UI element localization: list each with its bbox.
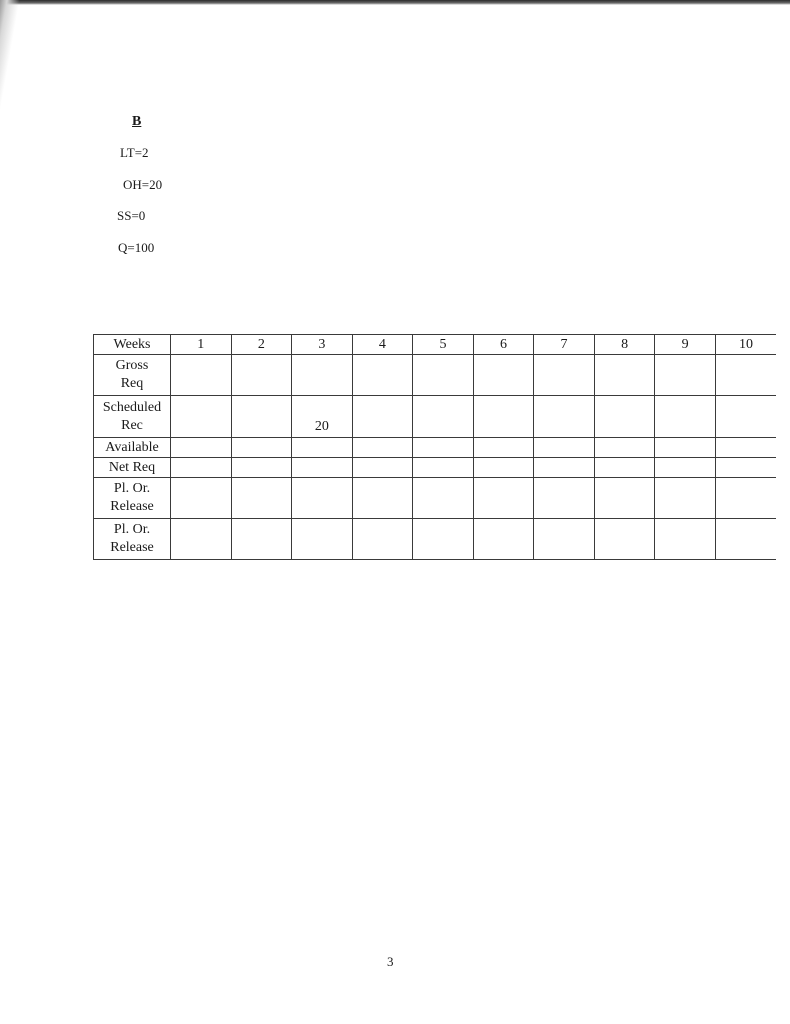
table-cell [171, 396, 232, 438]
week-header: 1 [171, 335, 232, 355]
table-cell [594, 438, 655, 458]
table-cell [231, 458, 292, 478]
table-cell [534, 438, 595, 458]
week-header: 10 [715, 335, 776, 355]
table-cell [413, 438, 474, 458]
table-cell [655, 438, 716, 458]
week-header: 2 [231, 335, 292, 355]
row-label-line: Rec [121, 417, 143, 433]
week-header: 7 [534, 335, 595, 355]
table-row-available [94, 438, 777, 458]
table-cell [231, 396, 292, 438]
table-cell [231, 355, 292, 396]
row-label-line: Pl. Or. [113, 481, 151, 496]
table-cell [473, 355, 534, 396]
table-cell [413, 458, 474, 478]
row-label: Available [94, 438, 171, 458]
table-cell [473, 396, 534, 438]
table-cell [655, 478, 716, 519]
table-cell [534, 396, 595, 438]
table-cell [594, 458, 655, 478]
table-cell [171, 478, 232, 519]
table-cell [534, 355, 595, 396]
table-row-planned-order-release [94, 519, 777, 560]
row-label [94, 478, 171, 519]
table-cell [655, 355, 716, 396]
table-cell [231, 519, 292, 560]
table-cell [473, 438, 534, 458]
table-cell [715, 519, 776, 560]
table-cell [594, 396, 655, 438]
row-label-line: Release [110, 499, 154, 514]
week-header: 6 [473, 335, 534, 355]
table-row-scheduled-rec [94, 396, 777, 438]
week-header: 9 [655, 335, 716, 355]
weeks-header: Weeks [94, 335, 171, 355]
table-cell [413, 396, 474, 438]
table-cell [292, 458, 353, 478]
row-label [94, 519, 171, 560]
table-cell [473, 478, 534, 519]
table-cell [352, 396, 413, 438]
row-label: Net Req [94, 458, 171, 478]
table-cell [352, 458, 413, 478]
table-header-row [94, 335, 777, 355]
scan-shadow-top [0, 0, 790, 5]
table-cell [715, 438, 776, 458]
week-header: 4 [352, 335, 413, 355]
table-cell [171, 355, 232, 396]
table-cell [292, 355, 353, 396]
table-cell [352, 355, 413, 396]
row-label-line: Pl. Or. [113, 522, 151, 537]
table-cell [594, 519, 655, 560]
table-cell [715, 478, 776, 519]
table-cell [171, 519, 232, 560]
table-cell [292, 438, 353, 458]
table-cell [171, 438, 232, 458]
table-cell [352, 438, 413, 458]
week-header: 3 [292, 335, 353, 355]
mrp-table [93, 334, 776, 560]
row-label [94, 396, 171, 438]
table-cell [715, 458, 776, 478]
row-label-line: Gross [115, 358, 149, 373]
on-hand-param: OH=20 [123, 177, 163, 192]
scan-shadow-corner [0, 0, 70, 110]
order-quantity-param: Q=100 [118, 240, 155, 255]
table-row-net-req [94, 458, 777, 478]
table-cell [292, 519, 353, 560]
table-cell [473, 458, 534, 478]
table-cell [655, 396, 716, 438]
table-row-planned-order-release [94, 478, 777, 519]
row-label-line: Scheduled [102, 399, 162, 415]
table-cell [594, 355, 655, 396]
table-cell [231, 478, 292, 519]
table-cell [715, 355, 776, 396]
lead-time-param: LT=2 [120, 145, 149, 160]
table-cell [413, 478, 474, 519]
table-cell [171, 458, 232, 478]
table-cell [594, 478, 655, 519]
table-cell [352, 519, 413, 560]
table-cell [473, 519, 534, 560]
table-cell [413, 519, 474, 560]
scheduled-receipt-value: 20 [292, 396, 353, 438]
page-number: 3 [387, 954, 394, 969]
table-cell [534, 478, 595, 519]
row-label [94, 355, 171, 396]
table-cell [413, 355, 474, 396]
row-label-line: Req [120, 376, 144, 391]
week-header: 8 [594, 335, 655, 355]
safety-stock-param: SS=0 [117, 208, 146, 223]
table-cell [534, 519, 595, 560]
table-cell [655, 458, 716, 478]
table-cell [534, 458, 595, 478]
week-header: 5 [413, 335, 474, 355]
table-cell [715, 396, 776, 438]
table-cell [292, 478, 353, 519]
table-cell [352, 478, 413, 519]
row-label-line: Release [110, 540, 154, 555]
table-cell [655, 519, 716, 560]
table-row-gross-req [94, 355, 777, 396]
table-cell [231, 438, 292, 458]
part-title: B [132, 114, 142, 129]
